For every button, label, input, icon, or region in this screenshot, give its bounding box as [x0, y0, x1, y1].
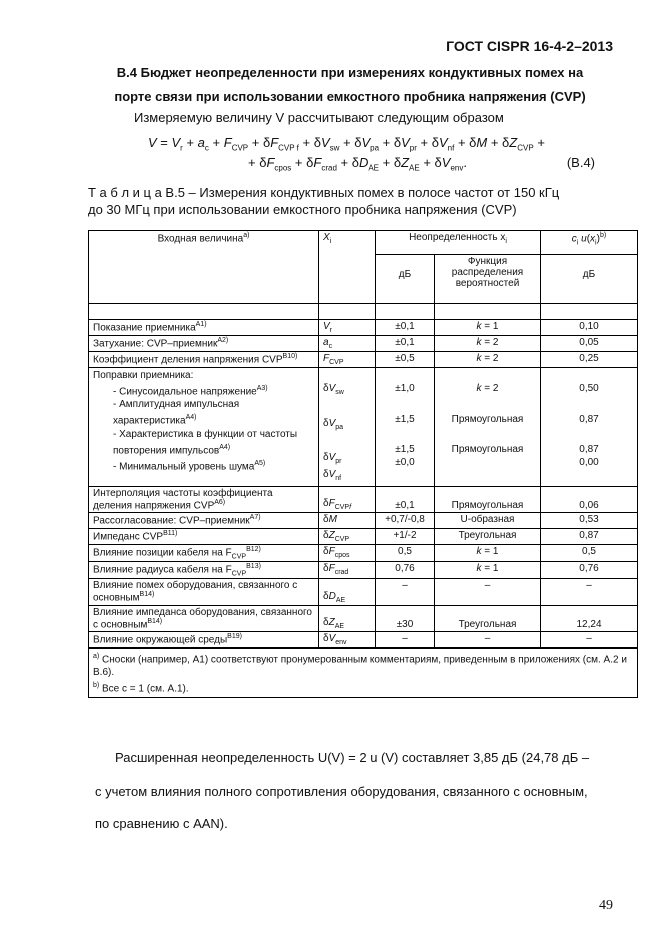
table-row: Влияние позиции кабеля на $F_{CVP}^{B12)}$ $\delta F_{cpos}$ 0,5 k = 1 0,5 — [89, 544, 638, 561]
section-title-line-2: порте связи при использовании емкостного пробника напряжения (CVP) — [114, 89, 586, 104]
paragraph-line-2: с учетом влияния полного сопротивления оборудования, связанного с основным, — [95, 784, 588, 799]
header-db: дБ — [376, 254, 435, 303]
paragraph-line-1: Расширенная неопределенность U(V) = 2 u (V) составляет 3,85 дБ (24,78 дБ – — [115, 750, 590, 765]
paragraph-line-3: по сравнению с AAN). — [95, 816, 228, 831]
table-row: Коэффициент деления напряжения $CVP^{B10)}$ $F_{CVP}$ ±0,5 k = 2 0,25 — [89, 352, 638, 368]
standard-number: ГОСТ CISPR 16-4-2–2013 — [446, 38, 613, 54]
table-row: Рассогласование: CVP–приемник$^{A7)}$ δM +0,7/-0,8 U-образная 0,53 — [89, 513, 638, 528]
table-row: Импеданс $CVP^{B11)}$ $\delta Z_{CVP}$ +1/-2 Треугольная 0,87 — [89, 528, 638, 544]
equation-number: (B.4) — [566, 155, 595, 170]
table-row: Интерполяция частоты коэффициента деления напряжения $CVP^{A6)}$ $\delta F_{CVPf}$ ±0,1 Прямоугольная 0,06 — [89, 487, 638, 513]
header-uncertainty: Неопределенность $x_i$ — [376, 231, 541, 255]
footnote-b: Все c = 1 (см. A.1). — [102, 683, 189, 695]
table-row: Влияние радиуса кабеля на $F_{CVP}^{B13)}$ $\delta F_{crad}$ 0,76 k = 1 0,76 — [89, 561, 638, 578]
header-distribution: Функция распределения вероятностей — [435, 254, 541, 303]
table-footnotes: $^{a)}$ Сноски (например, A1) соответствуют пронумерованным комментариям, приведенным в приложениях (см. A.2 и B.6). $^{b)}$ Все c = 1 (см. A.1). — [89, 648, 638, 697]
table-row: Влияние помех оборудования, связанного с основным$^{B14)}$ $\delta D_{AE}$ – – – — [89, 579, 638, 605]
table-caption-line-1: Т а б л и ц а B.5 – Измерения кондуктивных помех в полосе частот от 150 кГц — [88, 185, 560, 200]
uncertainty-table — [88, 230, 638, 698]
table-row: Затухание: CVP–приемник$^{A2)}$ $a_c$ ±0,1 k = 2 0,05 — [89, 336, 638, 352]
equation-line-2: + $\delta F_{cpos} + \delta F_{crad} + \delta D_{AE} + \delta Z_{AE} + \delta V_{env}$. — [248, 155, 467, 173]
section-title — [100, 61, 600, 109]
table-caption — [88, 184, 608, 218]
equation-line-1: $V = V_r + a_c + F_{CVP} + \delta F_{CVP f} + \delta V_{sw} + \delta V_{pa} + \delta V_{pr} + \delta V_{nf} + \delta M + \delta Z_{CVP}$ + — [148, 135, 545, 153]
intro-text: Измеряемую величину V рассчитывают следующим образом — [134, 110, 504, 125]
footnote-a: Сноски (например, A1) соответствуют пронумерованным комментариям, приведенным в приложениях (см. A.2 и B.6). — [93, 654, 627, 679]
table-row: Показание приемника$^{A1)}$ $V_r$ ±0,1 k = 1 0,10 — [89, 320, 638, 336]
page-number: 49 — [599, 898, 613, 913]
header-xi: $X_i$ — [319, 231, 376, 304]
section-title-line-1: B.4 Бюджет неопределенности при измерениях кондуктивных помех на — [116, 65, 584, 80]
header-input-quantity: Входная величина$^{a)}$ — [89, 231, 319, 304]
table-row-group: Поправки приемника: - Синусоидальное напряжение$^{A3)}$ - Амплитудная импульсная характеристика$^{A4)}$ - Характеристика в функции от частоты повторения импульсов$^{A4)}$ - Минимальный уровень шума$^{A5)}$ $\delta V_{sw}$ $\delta V_{pa}$ $\delta V_{pr}$ $\delta V_{nf}$ ±1,0 ±1,5 ±1,5 ±0,0 k = 2 Прямоугольная Прямоугольная 0,50 0,87 0,87 0,00 — [89, 368, 638, 487]
table-caption-line-2: до 30 МГц при использовании емкостного пробника напряжения (CVP) — [88, 202, 517, 217]
header-ci: $c_i$ $u(x_i)^{b)}$ — [541, 231, 638, 255]
header-db-2: дБ — [541, 254, 638, 303]
table-row: Влияние окружающей среды$^{B19)}$ $\delta V_{env}$ – – – — [89, 631, 638, 648]
table-row: Влияние импеданса оборудования, связанного с основным$^{B14)}$ $\delta Z_{AE}$ ±30 Треугольная 12,24 — [89, 605, 638, 631]
